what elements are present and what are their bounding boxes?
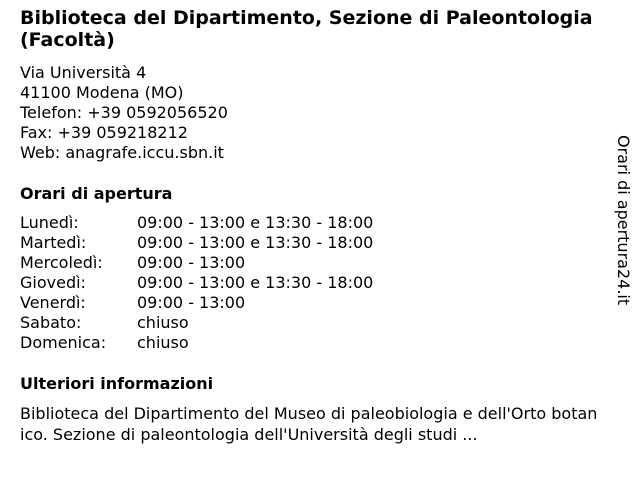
- additional-info-text: Biblioteca del Dipartimento del Museo di paleobiologia e dell'Orto botanico. Sezione di paleontologia dell'Università degli studi ...: [20, 404, 598, 444]
- day-label: Mercoledì:: [20, 253, 103, 272]
- opening-hours-heading: Orari di apertura: [20, 184, 173, 203]
- additional-info-heading: Ulteriori informazioni: [20, 374, 214, 393]
- day-label: Venerdì:: [20, 293, 86, 312]
- day-hours: 09:00 - 13:00: [137, 253, 246, 272]
- day-hours: 09:00 - 13:00: [137, 293, 246, 312]
- opening-hours-table: [20, 213, 373, 353]
- hours-row-saturday: [20, 313, 373, 333]
- hours-row-wednesday: [20, 253, 373, 273]
- day-hours: 09:00 - 13:00 e 13:30 - 18:00: [137, 213, 374, 232]
- hours-row-sunday: [20, 333, 373, 353]
- hours-row-thursday: [20, 273, 373, 293]
- day-label: Domenica:: [20, 333, 107, 352]
- day-hours: 09:00 - 13:00 e 13:30 - 18:00: [137, 273, 374, 292]
- day-hours: chiuso: [137, 333, 189, 352]
- day-hours: chiuso: [137, 313, 189, 332]
- day-label: Sabato:: [20, 313, 82, 332]
- address-block: [20, 63, 228, 163]
- phone-number[interactable]: Telefon: +39 0592056520: [20, 103, 228, 122]
- day-label: Martedì:: [20, 233, 87, 252]
- hours-row-friday: [20, 293, 373, 313]
- website-link[interactable]: Web: anagrafe.iccu.sbn.it: [20, 143, 224, 162]
- hours-row-monday: [20, 213, 373, 233]
- city-address: 41100 Modena (MO): [20, 83, 184, 102]
- day-label: Lunedì:: [20, 213, 79, 232]
- site-watermark: Orari di apertura24.it: [614, 135, 633, 306]
- day-label: Giovedì:: [20, 273, 86, 292]
- day-hours: 09:00 - 13:00 e 13:30 - 18:00: [137, 233, 374, 252]
- street-address: Via Università 4: [20, 63, 147, 82]
- hours-row-tuesday: [20, 233, 373, 253]
- fax-number: Fax: +39 059218212: [20, 123, 188, 142]
- page-title: Biblioteca del Dipartimento, Sezione di Paleontologia (Facoltà): [20, 7, 593, 51]
